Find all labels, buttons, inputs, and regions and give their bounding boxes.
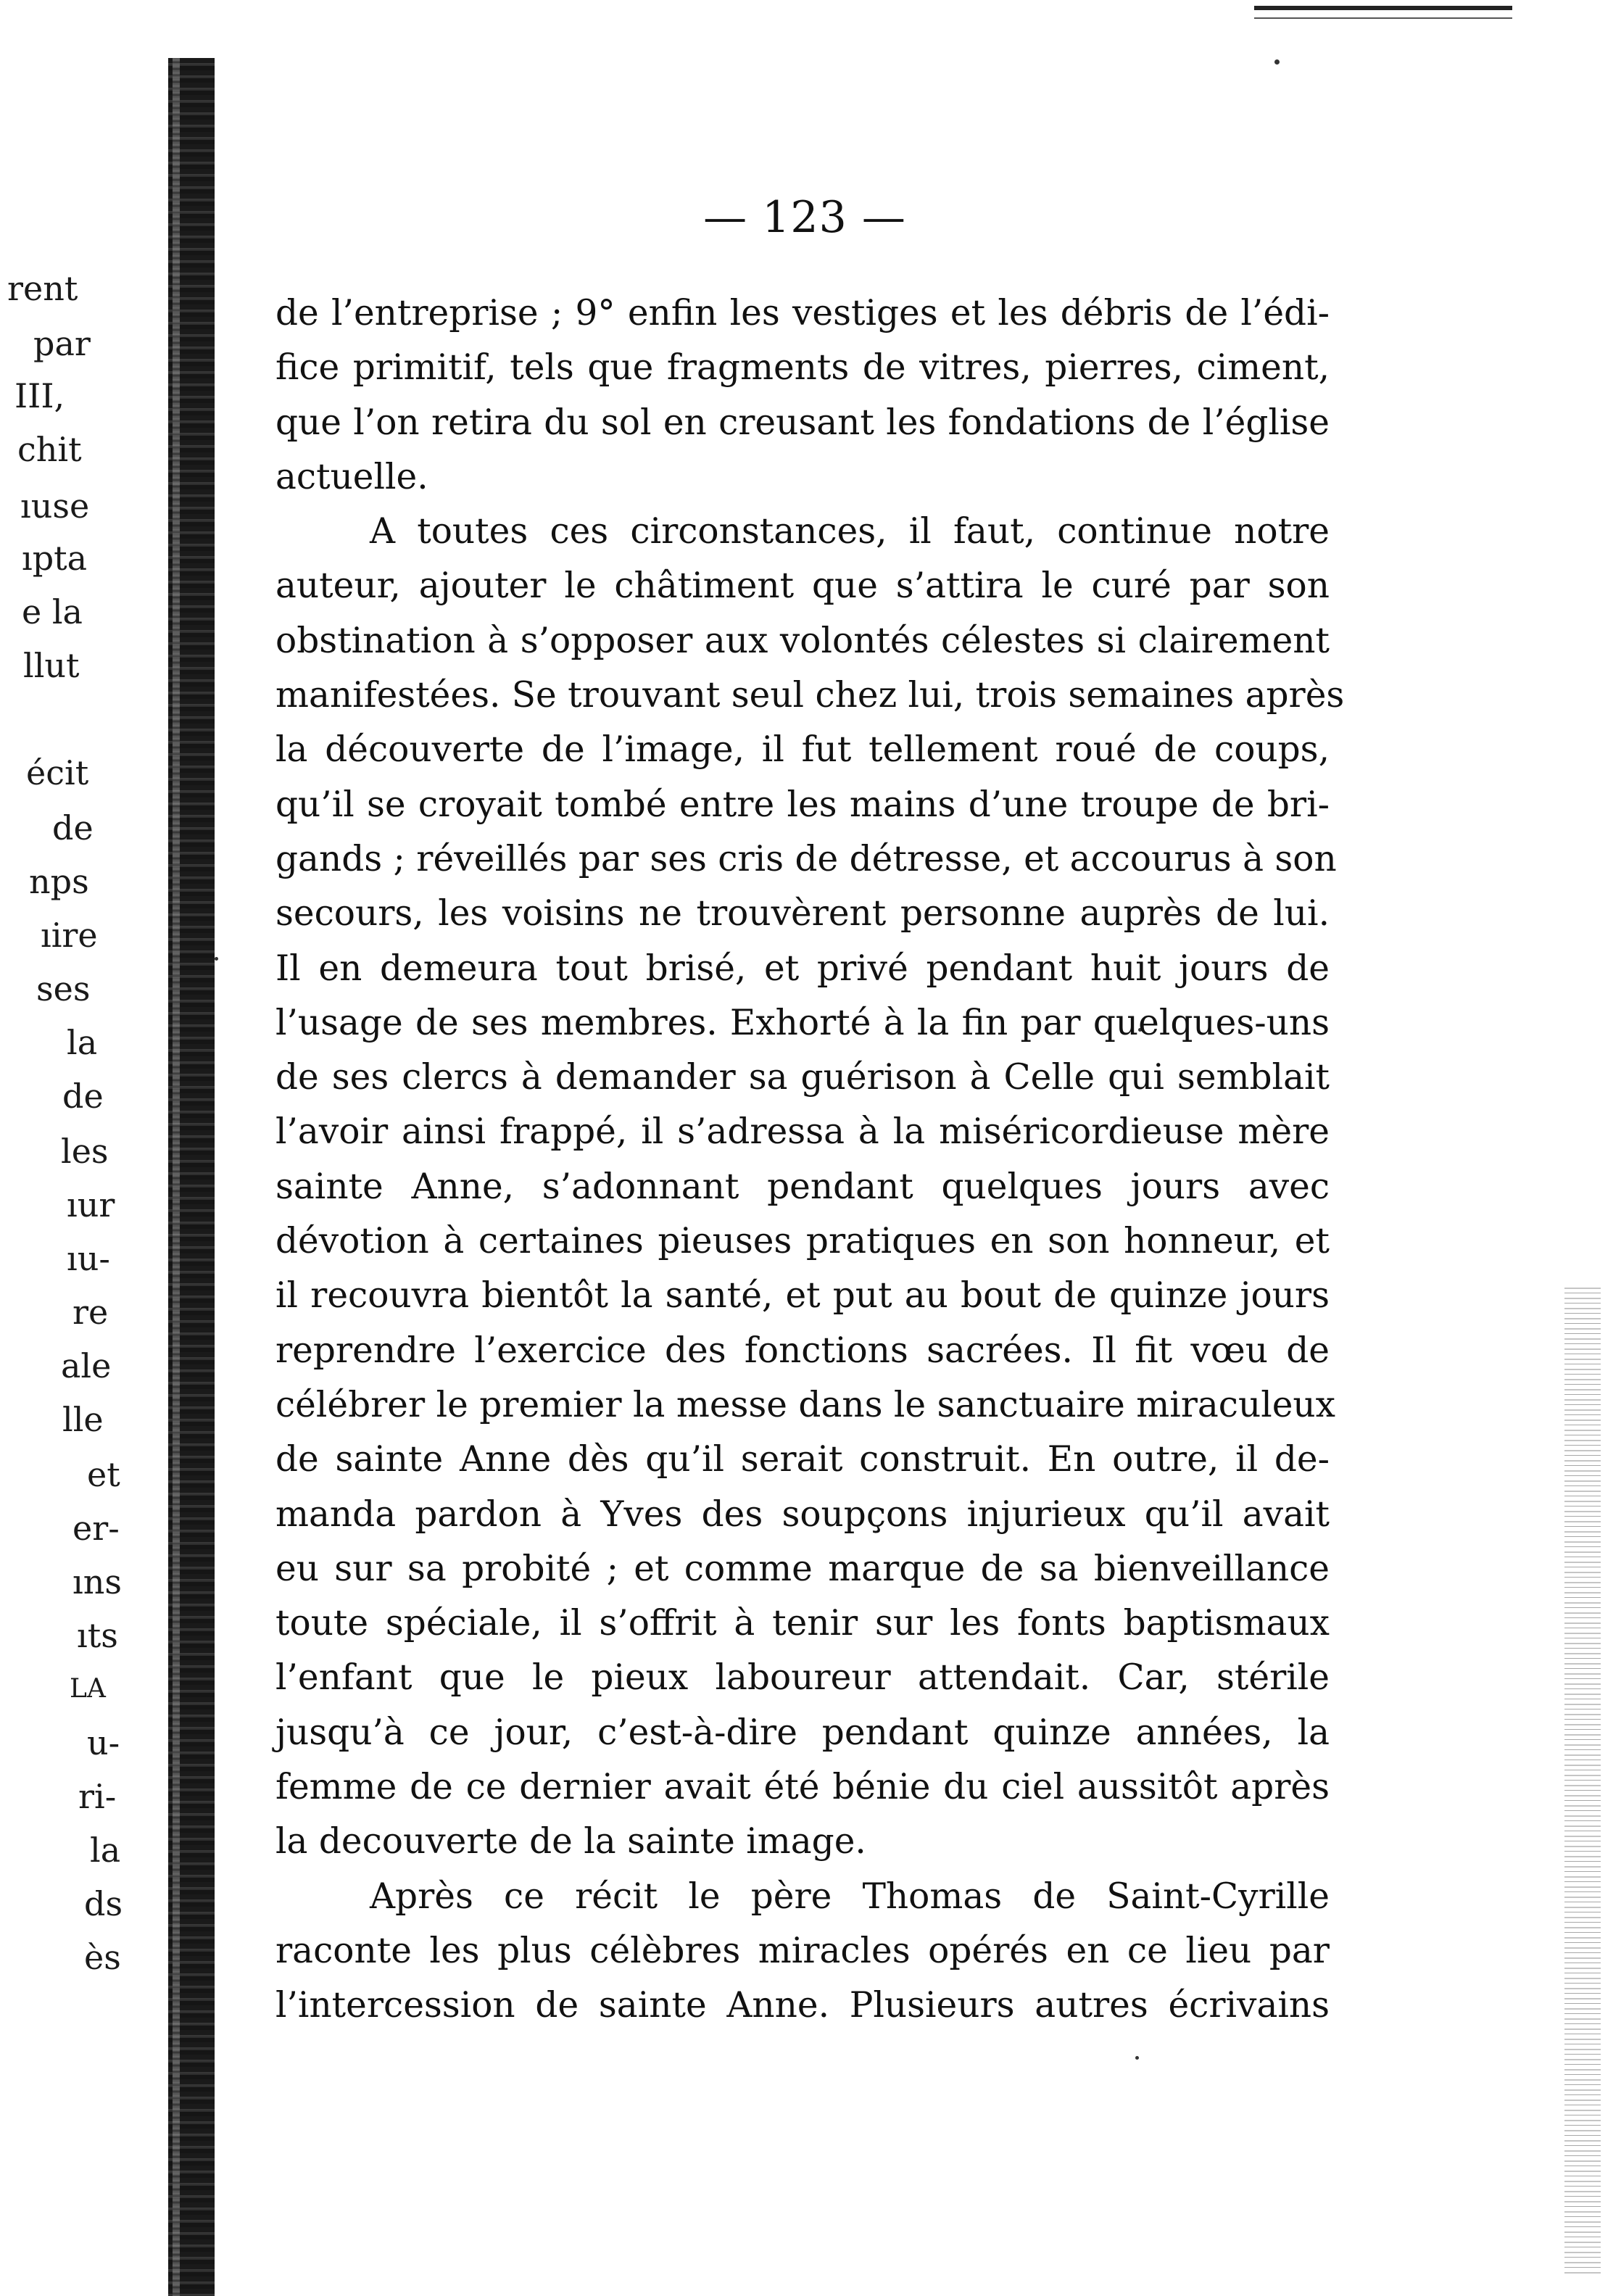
text-line: célébrer le premier la messe dans le sanctuaire miraculeux: [275, 1384, 1336, 1425]
margin-fragment: ds: [84, 1884, 123, 1923]
margin-fragment: les: [61, 1132, 109, 1171]
margin-fragment: er-: [72, 1509, 120, 1548]
margin-fragment: écit: [26, 753, 89, 792]
margin-fragment: ıns: [72, 1562, 122, 1601]
text-line: obstination à s’opposer aux volontés célestes si clairement: [275, 620, 1330, 661]
text-line: jusqu’à ce jour, c’est-à-dire pendant quinze années, la: [275, 1712, 1330, 1753]
text-line: sainte Anne, s’adonnant pendant quelques jours avec: [275, 1166, 1330, 1207]
text-line: reprendre l’exercice des fonctions sacrées. Il fit vœu de: [275, 1330, 1330, 1371]
margin-fragment: ıpta: [22, 539, 88, 578]
text-line: qu’il se croyait tombé entre les mains d’une troupe de bri-: [275, 784, 1330, 825]
text-line: manifestées. Se trouvant seul chez lui, trois semaines après: [275, 675, 1345, 716]
margin-fragment: ıuse: [20, 486, 90, 526]
text-line: l’intercession de sainte Anne. Plusieurs autres écrivains: [275, 1985, 1330, 2026]
speck: [215, 957, 218, 961]
margin-fragment: ıu-: [67, 1239, 110, 1278]
margin-fragment: llut: [23, 646, 80, 685]
margin-fragment: ıur: [67, 1185, 115, 1224]
page-number: — 123 —: [703, 192, 906, 243]
text-line: raconte les plus célèbres miracles opérés en ce lieu par: [275, 1930, 1330, 1971]
paragraph-start: A toutes ces circonstances, il faut, continue notre: [370, 511, 1330, 552]
page-edge-shadow: [1564, 1283, 1601, 2276]
margin-fragment: III,: [14, 376, 65, 415]
text-line: l’usage de ses membres. Exhorté à la fin par quelques-uns: [275, 1002, 1330, 1043]
margin-fragment: nps: [29, 862, 89, 901]
text-line: la découverte de l’image, il fut tellement roué de coups,: [275, 729, 1330, 771]
text-line: de ses clercs à demander sa guérison à Celle qui semblait: [275, 1057, 1330, 1098]
paragraph-start: Après ce récit le père Thomas de Saint-Cyrille: [370, 1876, 1330, 1917]
speck: [1274, 59, 1280, 65]
text-line: auteur, ajouter le châtiment que s’attira le curé par son: [275, 565, 1330, 607]
text-line: de sainte Anne dès qu’il serait construit. En outre, il de-: [275, 1439, 1330, 1480]
text-line: toute spéciale, il s’offrit à tenir sur les fonts baptismaux: [275, 1603, 1330, 1644]
margin-fragment: rent: [7, 269, 78, 308]
margin-fragment: re: [72, 1293, 109, 1332]
text-line: fice primitif, tels que fragments de vitres, pierres, ciment,: [275, 347, 1330, 389]
margin-fragment: ri-: [78, 1777, 117, 1816]
text-line: que l’on retira du sol en creusant les fondations de l’église: [275, 402, 1330, 443]
text-line: eu sur sa probité ; et comme marque de sa bienveillance: [275, 1548, 1330, 1589]
margin-fragment: de: [52, 808, 94, 847]
margin-fragment: LA: [70, 1674, 106, 1704]
margin-fragment: de: [62, 1077, 104, 1116]
margin-fragment: ıire: [41, 916, 98, 955]
top-edge-rule: [1254, 6, 1512, 10]
body-text: [275, 286, 1345, 2034]
margin-fragment: par: [33, 324, 91, 363]
margin-fragment: lle: [62, 1400, 104, 1439]
text-line: manda pardon à Yves des soupçons injurieux qu’il avait: [275, 1493, 1330, 1535]
book-gutter-shadow: [168, 58, 215, 2296]
text-line: dévotion à certaines pieuses pratiques en son honneur, et: [275, 1221, 1330, 1262]
margin-fragment: ıts: [77, 1616, 118, 1655]
margin-fragment: et: [87, 1455, 120, 1494]
text-line: il recouvra bientôt la santé, et put au bout de quinze jours: [275, 1275, 1330, 1317]
text-line: l’enfant que le pieux laboureur attendait. Car, stérile: [275, 1657, 1330, 1699]
margin-fragment: ses: [36, 969, 91, 1008]
text-line: de l’entreprise ; 9° enfin les vestiges et les débris de l’édi-: [275, 293, 1330, 333]
text-line: secours, les voisins ne trouvèrent personne auprès de lui.: [275, 893, 1330, 934]
text-line: femme de ce dernier avait été bénie du ciel aussitôt après: [275, 1767, 1330, 1808]
margin-fragment: ale: [61, 1346, 112, 1385]
text-line: Il en demeura tout brisé, et privé pendant huit jours de: [275, 948, 1330, 989]
margin-fragment: chit: [17, 430, 82, 469]
margin-fragment: e la: [22, 592, 83, 631]
text-line: gands ; réveillés par ses cris de détresse, et accourus à son: [275, 838, 1337, 879]
margin-fragment: ès: [84, 1938, 121, 1977]
text-line: l’avoir ainsi frappé, il s’adressa à la miséricordieuse mère: [275, 1111, 1330, 1153]
margin-fragment: la: [67, 1023, 98, 1062]
margin-fragment: u-: [87, 1723, 120, 1762]
text-line: actuelle.: [275, 456, 428, 497]
speck: [1135, 2056, 1139, 2060]
margin-fragment: la: [90, 1831, 121, 1870]
text-line: la decouverte de la sainte image.: [275, 1821, 866, 1862]
